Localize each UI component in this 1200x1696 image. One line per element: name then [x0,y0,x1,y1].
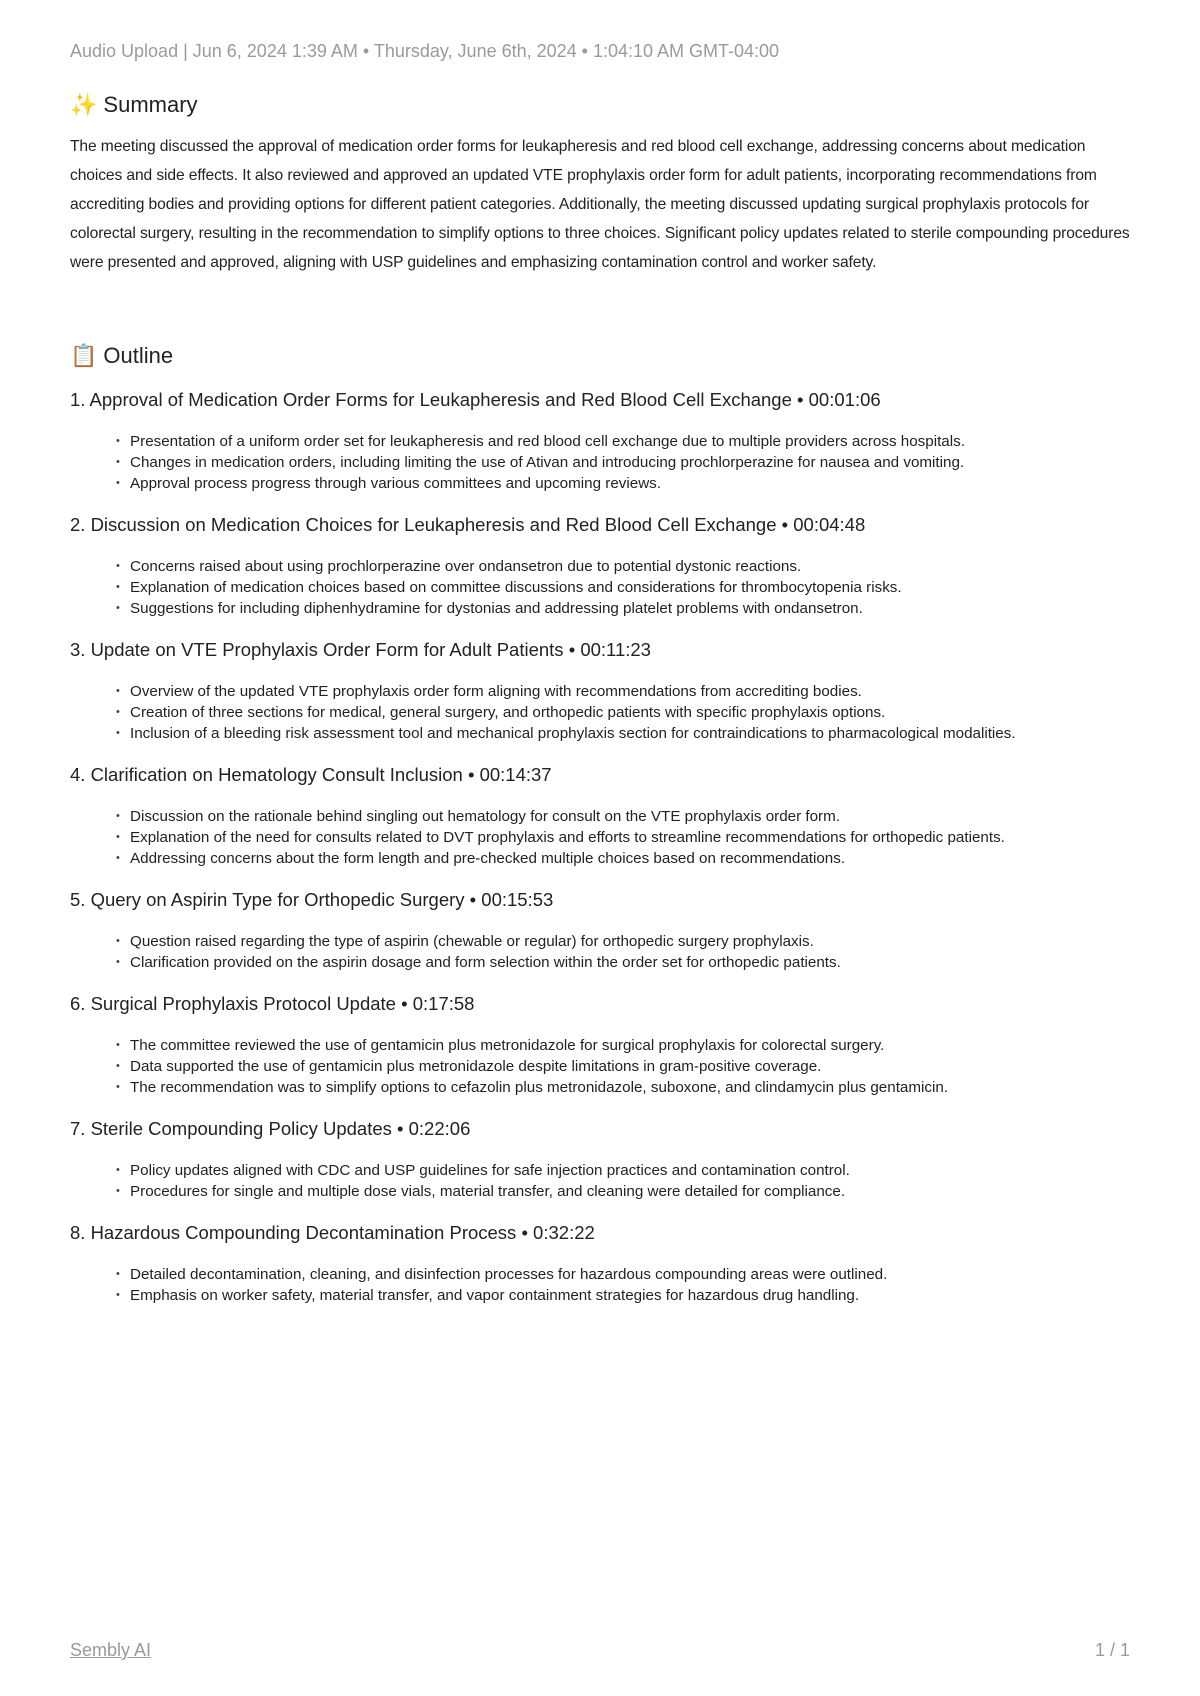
bullet-item: • Changes in medication orders, including limiting the use of Ativan and introducing prochlorperazine for nausea and vomiting. [130,452,1140,473]
outline-topic [70,512,1140,619]
page-footer [70,1640,1130,1661]
outline-topic [70,1116,1140,1202]
outline-list [70,387,1140,1306]
bullet-item: • Explanation of medication choices based on committee discussions and considerations for thrombocytopenia risks. [130,577,1140,598]
bullet-item: • Detailed decontamination, cleaning, and disinfection processes for hazardous compounding areas were outlined. [130,1264,1140,1285]
outline-topic [70,637,1140,744]
bullet-item: • Procedures for single and multiple dose vials, material transfer, and cleaning were detailed for compliance. [130,1181,1140,1202]
topic-bullets [70,1264,1140,1306]
bullet-item: • Overview of the updated VTE prophylaxis order form aligning with recommendations from accrediting bodies. [130,681,1140,702]
bullet-item: • Explanation of the need for consults related to DVT prophylaxis and efforts to streamline recommendations for orthopedic patients. [130,827,1140,848]
topic-title: 2. Discussion on Medication Choices for Leukapheresis and Red Blood Cell Exchange • 00:04:48 [70,514,866,535]
bullet-item: • Concerns raised about using prochlorperazine over ondansetron due to potential dystonic reactions. [130,556,1140,577]
bullet-item: • Question raised regarding the type of aspirin (chewable or regular) for orthopedic surgery prophylaxis. [130,931,1140,952]
page-number: 1 / 1 [1094,1640,1130,1660]
bullet-item: • Data supported the use of gentamicin plus metronidazole despite limitations in gram-positive coverage. [130,1056,1140,1077]
topic-bullets [70,556,1140,619]
outline-topic [70,887,1140,973]
topic-title: 3. Update on VTE Prophylaxis Order Form for Adult Patients • 00:11:23 [70,639,651,660]
bullet-item: • Policy updates aligned with CDC and USP guidelines for safe injection practices and contamination control. [130,1160,1140,1181]
summary-text: The meeting discussed the approval of medication order forms for leukapheresis and red blood cell exchange, addressing concerns about medication choices and side effects. It also reviewed and approved an updated VTE prophylaxis order form for adult patients, incorporating recommendations from accrediting bodies and providing options for different patient categories. Additionally, the meeting discussed updating surgical prophylaxis protocols for colorectal surgery, resulting in the recommendation to simplify options to three choices. Significant policy updates related to sterile compounding procedures were presented and approved, aligning with USP guidelines and emphasizing contamination control and worker safety. [70,138,1130,271]
outline-topic [70,387,1140,494]
summary-heading [70,90,1140,120]
bullet-item: • The recommendation was to simplify options to cefazolin plus metronidazole, suboxone, and clindamycin plus gentamicin. [130,1077,1140,1098]
topic-bullets [70,1035,1140,1098]
topic-title: 6. Surgical Prophylaxis Protocol Update • 0:17:58 [70,993,475,1014]
brand-link[interactable]: Sembly AI [70,1640,152,1660]
bullet-item: • Discussion on the rationale behind singling out hematology for consult on the VTE prophylaxis order form. [130,806,1140,827]
topic-bullets [70,1160,1140,1202]
bullet-item: • Emphasis on worker safety, material transfer, and vapor containment strategies for hazardous drug handling. [130,1285,1140,1306]
outline-topic [70,762,1140,869]
bullet-item: • Clarification provided on the aspirin dosage and form selection within the order set for orthopedic patients. [130,952,1140,973]
topic-bullets [70,431,1140,494]
bullet-item: • The committee reviewed the use of gentamicin plus metronidazole for surgical prophylaxis for colorectal surgery. [130,1035,1140,1056]
bullet-item: • Inclusion of a bleeding risk assessment tool and mechanical prophylaxis section for contraindications to pharmacological modalities. [130,723,1140,744]
outline-title: Outline [103,343,174,368]
outline-topic [70,991,1140,1098]
summary-title: Summary [103,92,198,117]
topic-title: 4. Clarification on Hematology Consult Inclusion • 00:14:37 [70,764,552,785]
topic-title: 7. Sterile Compounding Policy Updates • 0:22:06 [70,1118,471,1139]
topic-title: 5. Query on Aspirin Type for Orthopedic Surgery • 00:15:53 [70,889,554,910]
topic-title: 8. Hazardous Compounding Decontamination Process • 0:32:22 [70,1222,595,1243]
outline-topic [70,1220,1140,1306]
clipboard-icon: 📋 [70,343,98,368]
document-page [70,38,1140,1306]
bullet-item: • Creation of three sections for medical, general surgery, and orthopedic patients with specific prophylaxis options. [130,702,1140,723]
topic-bullets [70,806,1140,869]
sparkles-icon: ✨ [70,92,98,117]
topic-title: 1. Approval of Medication Order Forms for Leukapheresis and Red Blood Cell Exchange • 00:01:06 [70,389,881,410]
topic-bullets [70,931,1140,973]
topic-bullets [70,681,1140,744]
bullet-item: • Presentation of a uniform order set for leukapheresis and red blood cell exchange due to multiple providers across hospitals. [130,431,1140,452]
recording-meta: Audio Upload | Jun 6, 2024 1:39 AM • Thursday, June 6th, 2024 • 1:04:10 AM GMT-04:00 [70,41,780,61]
bullet-item: • Approval process progress through various committees and upcoming reviews. [130,473,1140,494]
bullet-item: • Addressing concerns about the form length and pre-checked multiple choices based on recommendations. [130,848,1140,869]
outline-heading [70,341,1140,371]
bullet-item: • Suggestions for including diphenhydramine for dystonias and addressing platelet problems with ondansetron. [130,598,1140,619]
